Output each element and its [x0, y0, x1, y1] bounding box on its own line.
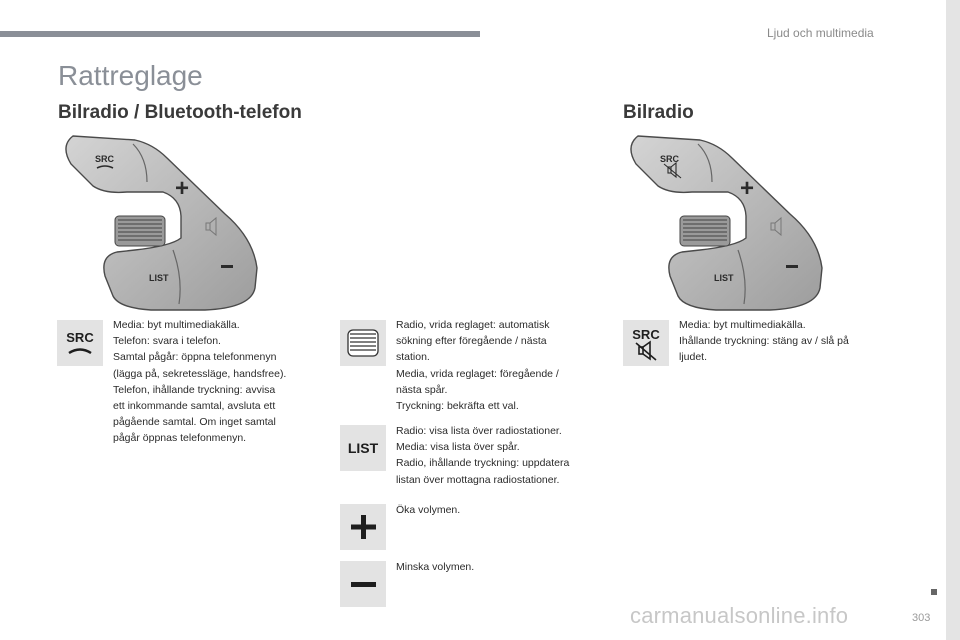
- page-edge-band: [946, 0, 960, 640]
- src-phone-icon: [57, 320, 103, 366]
- watermark: carmanualsonline.info: [630, 603, 849, 628]
- section-title-left: Bilradio / Bluetooth-telefon: [58, 102, 302, 123]
- volume-down-description: Minska volymen.: [396, 561, 475, 573]
- header-bar: [0, 31, 480, 37]
- src-mute-icon: [623, 320, 669, 366]
- section-title-right: Bilradio: [623, 102, 694, 123]
- minus-icon: [221, 265, 233, 268]
- page-title: Rattreglage: [58, 60, 203, 91]
- volume-down-icon: [340, 561, 386, 607]
- list-button-label: LIST: [714, 273, 734, 283]
- svg-text:LIST: LIST: [347, 440, 379, 456]
- steering-control-mute-illustration: [620, 128, 830, 313]
- src-button-label: SRC: [660, 154, 680, 164]
- src-button-label: SRC: [95, 154, 115, 164]
- minus-icon: [786, 265, 798, 268]
- volume-up-icon: [340, 504, 386, 550]
- list-description: Radio: visa lista över radiostationer. Media: visa lista över spår. Radio, ihållande tryckning: uppdatera listan över mottagna radiostationer.: [396, 425, 570, 486]
- page-number: 303: [912, 612, 931, 624]
- steering-control-phone-illustration: [55, 128, 265, 313]
- list-icon: [340, 425, 386, 471]
- thumbwheel-icon: [340, 320, 386, 366]
- volume-up-description: Öka volymen.: [396, 504, 461, 516]
- page-marker: [931, 589, 937, 595]
- src-mute-description: Media: byt multimediakälla. Ihållande tryckning: stäng av / slå på ljudet.: [679, 319, 849, 364]
- svg-text:SRC: SRC: [632, 327, 660, 342]
- svg-text:SRC: SRC: [66, 330, 94, 345]
- chapter-title: Ljud och multimedia: [767, 26, 874, 40]
- plus-icon: +: [740, 175, 755, 202]
- src-phone-description: Media: byt multimediakälla. Telefon: svara i telefon. Samtal pågår: öppna telefonmenyn (lägga på, sekretessläge, handsfree). Telefon, ihållande tryckning: avvisa ett inkommande samtal, avsluta ett pågående samtal. Om inget samtal pågår öppnas telefonmenyn.: [113, 319, 287, 445]
- thumbwheel-description: Radio, vrida reglaget: automatisk sökning efter föregående / nästa station. Media, vrida reglaget: föregående / nästa spår. Tryckning: bekräfta ett val.: [396, 319, 559, 413]
- list-button-label: LIST: [149, 273, 169, 283]
- plus-icon: +: [175, 175, 190, 202]
